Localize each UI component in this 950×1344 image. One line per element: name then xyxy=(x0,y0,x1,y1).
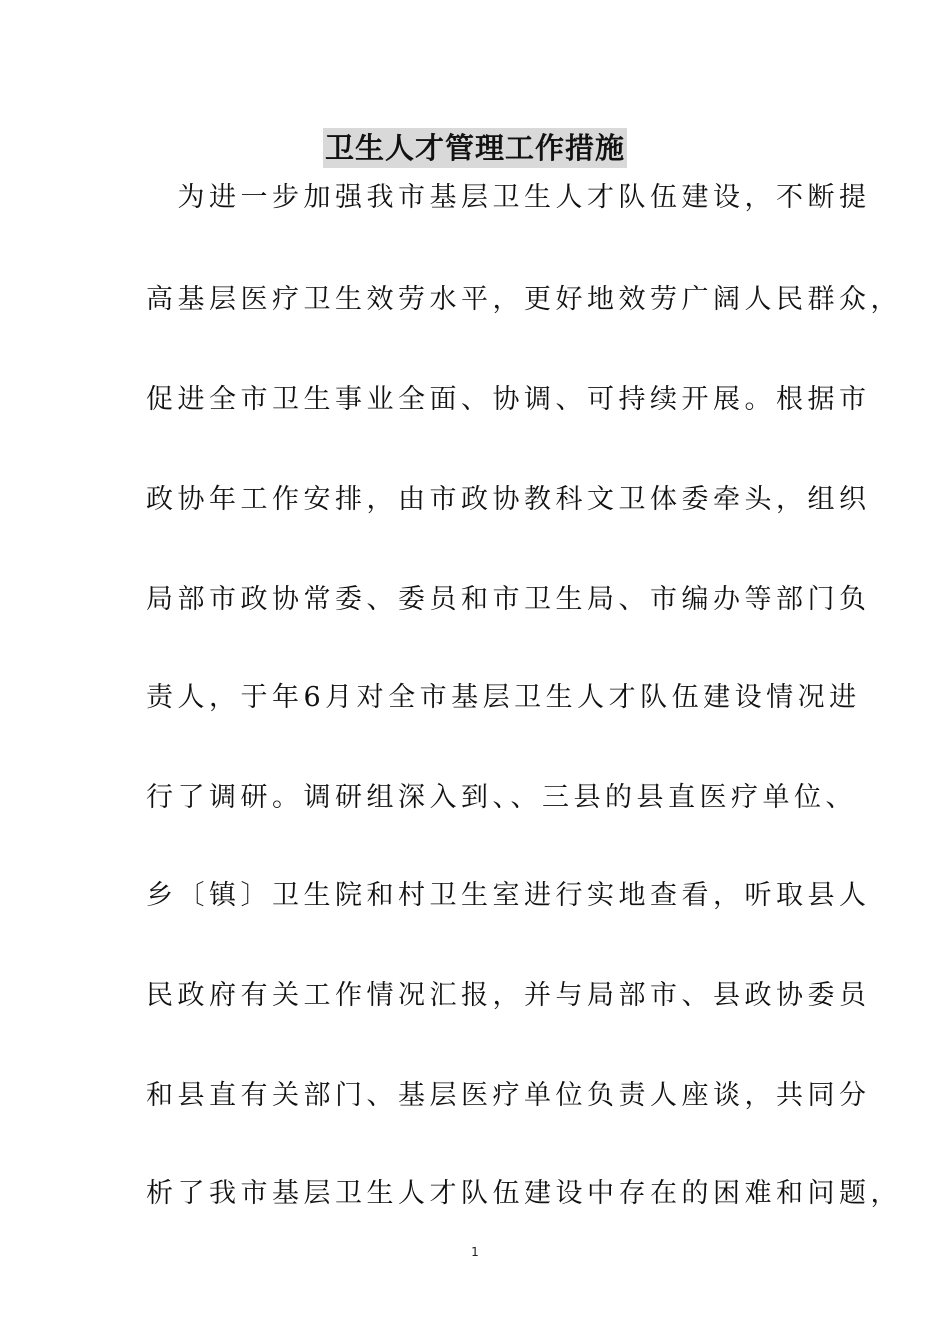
body-line-3: 促进全市卫生事业全面、协调、可持续开展。根据市 xyxy=(146,384,871,415)
body-line-1: 为进一步加强我市基层卫生人才队伍建设，不断提 xyxy=(146,182,871,213)
body-line-7: 行了调研。调研组深入到、、三县的县直医疗单位、 xyxy=(146,782,857,813)
document-title: 卫生人才管理工作措施 xyxy=(323,128,627,168)
body-line-4: 政协年工作安排，由市政协教科文卫体委牵头，组织 xyxy=(146,484,871,515)
page-number: 1 xyxy=(471,1245,479,1259)
body-line-10: 和县直有关部门、基层医疗单位负责人座谈，共同分 xyxy=(146,1080,871,1111)
body-line-6: 责人，于年6月对全市基层卫生人才队伍建设情况进 xyxy=(146,682,861,713)
body-line-9: 民政府有关工作情况汇报，并与局部市、县政协委员 xyxy=(146,980,871,1011)
body-line-2: 高基层医疗卫生效劳水平，更好地效劳广阔人民群众， xyxy=(146,284,902,315)
body-line-5: 局部市政协常委、委员和市卫生局、市编办等部门负 xyxy=(146,584,871,615)
body-line-11: 析了我市基层卫生人才队伍建设中存在的困难和问题， xyxy=(146,1178,902,1209)
body-line-8: 乡〔镇〕卫生院和村卫生室进行实地查看，听取县人 xyxy=(146,880,871,911)
title-container xyxy=(0,128,950,168)
